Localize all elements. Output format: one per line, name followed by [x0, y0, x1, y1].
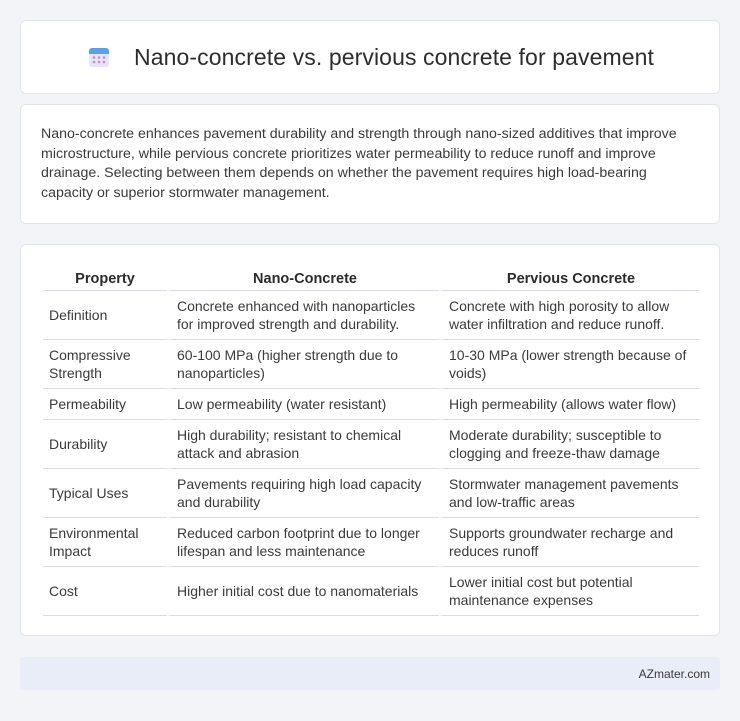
- title-card: [20, 20, 720, 94]
- comparison-table: [43, 265, 699, 616]
- nano-cell: 60-100 MPa (higher strength due to nanoparticles): [167, 340, 439, 389]
- header-property: Property: [43, 265, 167, 291]
- table-header-row: [43, 265, 699, 291]
- row-label: Permeability: [43, 389, 167, 420]
- footer-bar: [20, 657, 720, 690]
- row-label: Compressive Strength: [43, 340, 167, 389]
- row-label: Durability: [43, 420, 167, 469]
- table-row: [43, 340, 699, 389]
- row-label: Cost: [43, 567, 167, 616]
- row-label: Typical Uses: [43, 469, 167, 518]
- nano-cell: Higher initial cost due to nanomaterials: [167, 567, 439, 616]
- table-row: [43, 291, 699, 340]
- pervious-cell: Supports groundwater recharge and reduces runoff: [439, 518, 699, 567]
- pervious-cell: High permeability (allows water flow): [439, 389, 699, 420]
- nano-cell: Reduced carbon footprint due to longer lifespan and less maintenance: [167, 518, 439, 567]
- pervious-cell: Stormwater management pavements and low-traffic areas: [439, 469, 699, 518]
- header-nano-concrete: Nano-Concrete: [167, 265, 439, 291]
- table-row: [43, 420, 699, 469]
- nano-cell: High durability; resistant to chemical attack and abrasion: [167, 420, 439, 469]
- table-row: [43, 518, 699, 567]
- calendar-icon: [86, 44, 112, 70]
- nano-cell: Concrete enhanced with nanoparticles for improved strength and durability.: [167, 291, 439, 340]
- nano-cell: Pavements requiring high load capacity and durability: [167, 469, 439, 518]
- table-row: [43, 567, 699, 616]
- pervious-cell: Concrete with high porosity to allow water infiltration and reduce runoff.: [439, 291, 699, 340]
- comparison-card: [20, 244, 720, 636]
- pervious-cell: Lower initial cost but potential maintenance expenses: [439, 567, 699, 616]
- page-title: Nano-concrete vs. pervious concrete for pavement: [134, 43, 654, 70]
- pervious-cell: 10-30 MPa (lower strength because of voids): [439, 340, 699, 389]
- table-row: [43, 469, 699, 518]
- table-row: [43, 389, 699, 420]
- footer-brand[interactable]: AZmater.com: [638, 666, 710, 681]
- pervious-cell: Moderate durability; susceptible to clogging and freeze-thaw damage: [439, 420, 699, 469]
- intro-card: [20, 104, 720, 224]
- intro-text: Nano-concrete enhances pavement durability and strength through nano-sized additives that improve microstructure, while pervious concrete prioritizes water permeability to reduce runoff and improve drainage. Selecting between them depends on whether the pavement requires high load-bearing capacity or superior stormwater management.: [41, 126, 677, 201]
- nano-cell: Low permeability (water resistant): [167, 389, 439, 420]
- row-label: Environmental Impact: [43, 518, 167, 567]
- header-pervious-concrete: Pervious Concrete: [439, 265, 699, 291]
- row-label: Definition: [43, 291, 167, 340]
